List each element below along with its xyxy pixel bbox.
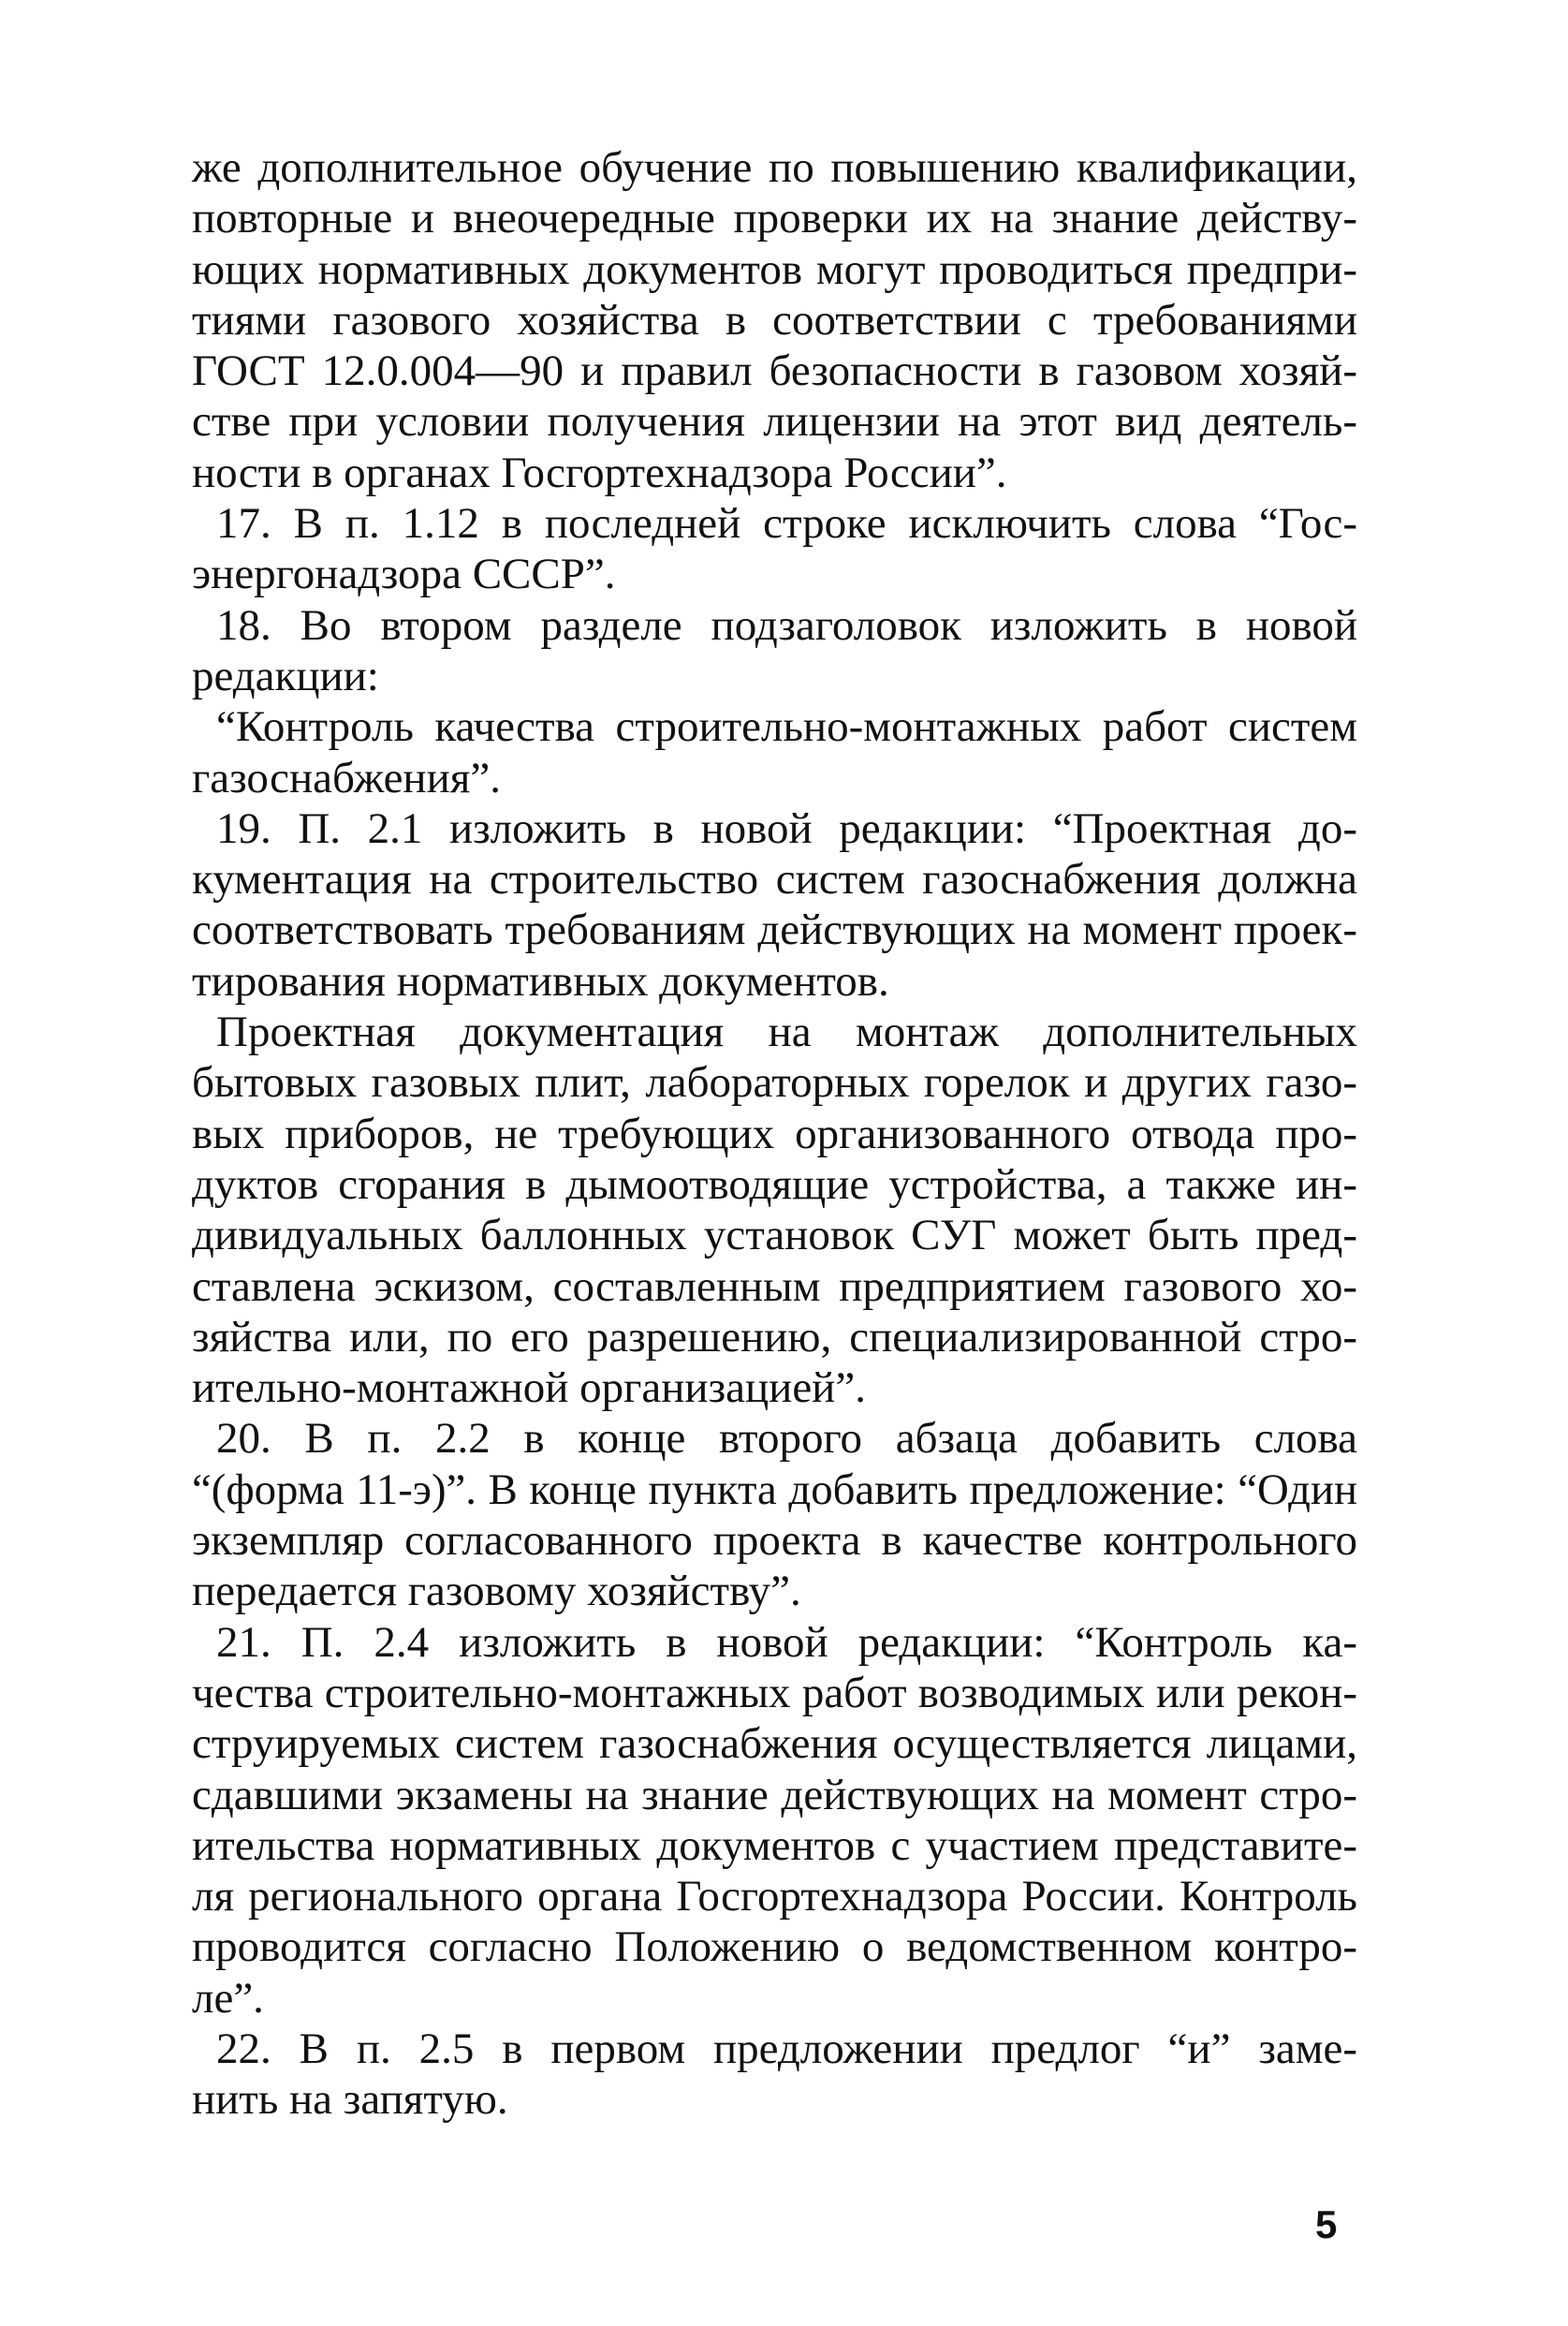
text-line: повторные и внеочередные проверки их на знание действу- — [192, 194, 1357, 243]
text-line: проводится согласно Положению о ведомственном контро- — [192, 1922, 1357, 1972]
text-line: струируемых систем газоснабжения осуществляется лицами, — [192, 1719, 1357, 1769]
text-line: ставлена эскизом, составленным предприятием газового хо- — [192, 1261, 1357, 1311]
text-line: же дополнительное обучение по повышению квалификации, — [192, 143, 1357, 192]
text-line: ющих нормативных документов могут проводиться предпри- — [192, 244, 1357, 294]
body-text — [192, 142, 1357, 2126]
text-line: ительства нормативных документов с участием представите- — [192, 1820, 1357, 1870]
text-line: “Контроль качества строительно-монтажных работ систем — [216, 702, 1357, 752]
text-line: ности в органах Госгортехнадзора России”. — [192, 448, 1007, 497]
text-line: 18. Во втором разделе подзаголовок изложить в новой — [216, 600, 1357, 650]
text-line: ля регионального органа Госгортехнадзора России. Контроль — [192, 1872, 1357, 1921]
text-line: соответствовать требованиям действующих на момент проек- — [192, 905, 1357, 955]
text-line: дуктов сгорания в дымоотводящие устройства, а также ин- — [192, 1159, 1357, 1209]
text-line: сдавшими экзамены на знание действующих на момент стро- — [192, 1770, 1357, 1819]
text-line: газоснабжения”. — [192, 753, 501, 802]
text-line: “(форма 11-э)”. В конце пункта добавить предложение: “Один — [192, 1465, 1357, 1514]
text-line: 17. В п. 1.12 в последней строке исключить слова “Гос- — [216, 499, 1357, 549]
text-line: дивидуальных баллонных установок СУГ может быть пред- — [192, 1211, 1357, 1260]
page-number: 5 — [1315, 2202, 1338, 2246]
text-line: 19. П. 2.1 изложить в новой редакции: “Проектная до- — [216, 803, 1357, 853]
text-line: зяйства или, по его разрешению, специализированной стро- — [192, 1312, 1357, 1362]
text-line: 21. П. 2.4 изложить в новой редакции: “Контроль ка- — [216, 1617, 1357, 1667]
text-line: чества строительно-монтажных работ возводимых или рекон- — [192, 1668, 1357, 1717]
text-line: экземпляр согласованного проекта в качестве контрольного — [192, 1516, 1357, 1566]
text-line: вых приборов, не требующих организованного отвода про- — [192, 1109, 1357, 1158]
text-line: передается газовому хозяйству”. — [192, 1567, 801, 1616]
text-line: Проектная документация на монтаж дополнительных — [216, 1008, 1357, 1057]
text-line: стве при условии получения лицензии на этот вид деятель- — [192, 397, 1357, 447]
text-line: энергонадзора СССР”. — [192, 550, 616, 599]
text-line: ле”. — [192, 1973, 264, 2023]
text-line: 22. В п. 2.5 в первом предложении предлог “и” заме- — [216, 2024, 1357, 2073]
text-line: нить на запятую. — [192, 2075, 508, 2125]
text-line: ГОСТ 12.0.004—90 и правил безопасности в газовом хозяй- — [192, 346, 1357, 396]
text-line: кументация на строительство систем газоснабжения должна — [192, 855, 1357, 905]
text-line: тиями газового хозяйства в соответствии с требованиями — [192, 295, 1357, 345]
text-line: тирования нормативных документов. — [192, 956, 889, 1006]
text-line: бытовых газовых плит, лабораторных горелок и других газо- — [192, 1058, 1357, 1108]
text-line: ительно-монтажной организацией”. — [192, 1363, 866, 1413]
text-line: редакции: — [192, 651, 379, 700]
text-line: 20. В п. 2.2 в конце второго абзаца добавить слова — [216, 1414, 1357, 1464]
